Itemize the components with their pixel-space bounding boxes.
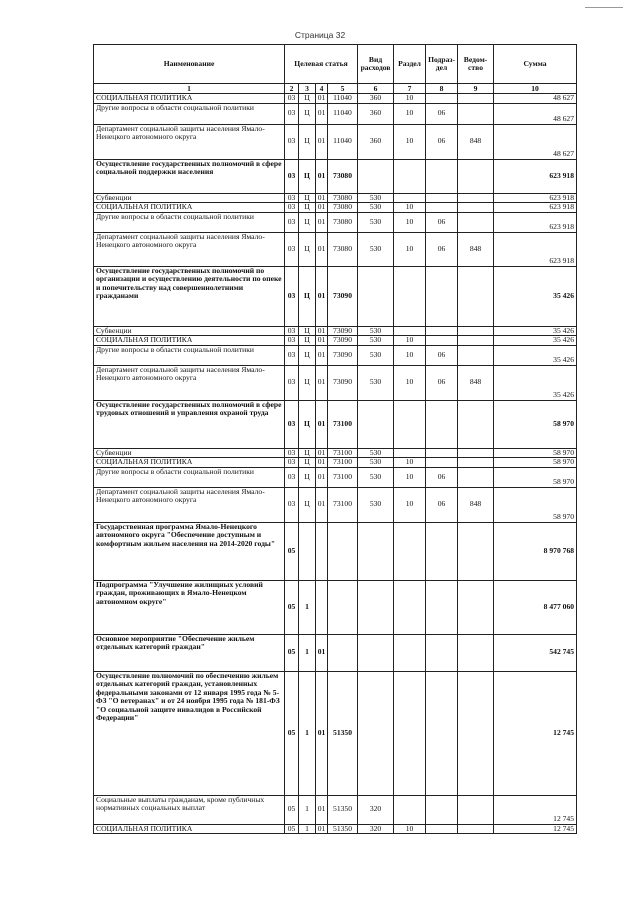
cell-razdel — [394, 580, 426, 634]
cell-razdel — [394, 193, 426, 203]
cell-c1: 03 — [285, 467, 299, 487]
cell-pod — [426, 580, 458, 634]
row-name: Основное мероприятие "Обеспечение жильем отдельных категорий граждан" — [94, 634, 285, 671]
row-sum: 48 627 — [494, 124, 577, 159]
cell-c3: 01 — [316, 232, 328, 266]
cell-ved: 848 — [458, 365, 494, 400]
cell-c4 — [328, 522, 358, 580]
cell-c3: 01 — [316, 487, 328, 522]
cell-c4: 73090 — [328, 336, 358, 346]
cell-razdel: 10 — [394, 94, 426, 104]
row-name: Осуществление государственных полномочий по организации и осуществлению деятельности по опеке и попечительству над совершеннолетними гражданами — [94, 266, 285, 326]
cell-c3: 01 — [316, 336, 328, 346]
cell-c4: 73090 — [328, 266, 358, 326]
cell-c1: 03 — [285, 326, 299, 336]
table-row — [94, 336, 577, 346]
cell-pod: 06 — [426, 103, 458, 124]
cell-pod: 06 — [426, 365, 458, 400]
cell-ved — [458, 336, 494, 346]
table-row — [94, 103, 577, 124]
cell-pod: 06 — [426, 124, 458, 159]
cell-c1: 05 — [285, 522, 299, 580]
cell-c3 — [316, 522, 328, 580]
cell-vid — [358, 266, 394, 326]
cell-c1: 03 — [285, 400, 299, 448]
cell-c2 — [299, 522, 316, 580]
cell-vid: 530 — [358, 336, 394, 346]
page-number: Страница 32 — [294, 30, 346, 40]
row-sum: 623 918 — [494, 203, 577, 213]
cell-pod — [426, 336, 458, 346]
row-name: СОЦИАЛЬНАЯ ПОЛИТИКА — [94, 94, 285, 104]
cell-c1: 05 — [285, 824, 299, 834]
row-sum: 12 745 — [494, 824, 577, 834]
cell-razdel — [394, 671, 426, 795]
cell-c2: Ц — [299, 103, 316, 124]
row-name: Субвенции — [94, 326, 285, 336]
cell-c2: Ц — [299, 326, 316, 336]
cell-ved — [458, 326, 494, 336]
cell-c1: 03 — [285, 94, 299, 104]
table-row — [94, 212, 577, 232]
col-num: 7 — [394, 84, 426, 94]
cell-c4: 73090 — [328, 365, 358, 400]
row-sum: 623 918 — [494, 159, 577, 193]
row-name: Государственная программа Ямало-Ненецкого автономного округа "Обеспечение доступным и комфортным жильем населения на 2014-2020 годы" — [94, 522, 285, 580]
cell-ved — [458, 400, 494, 448]
col-num: 2 — [285, 84, 299, 94]
cell-c2: 1 — [299, 795, 316, 824]
cell-razdel: 10 — [394, 203, 426, 213]
cell-razdel: 10 — [394, 345, 426, 365]
cell-c4: 73100 — [328, 448, 358, 458]
row-name: Субвенции — [94, 193, 285, 203]
cell-ved — [458, 94, 494, 104]
corner-rule — [585, 7, 623, 8]
cell-c2: Ц — [299, 124, 316, 159]
cell-pod — [426, 326, 458, 336]
cell-c4: 73090 — [328, 326, 358, 336]
row-sum: 35 426 — [494, 336, 577, 346]
cell-pod — [426, 522, 458, 580]
row-name: Другие вопросы в области социальной политики — [94, 103, 285, 124]
cell-c3: 01 — [316, 448, 328, 458]
cell-ved — [458, 824, 494, 834]
cell-c3: 01 — [316, 266, 328, 326]
row-sum: 58 970 — [494, 458, 577, 468]
cell-c3: 01 — [316, 458, 328, 468]
table-row — [94, 232, 577, 266]
row-name: Департамент социальной защиты населения Ямало-Ненецкого автономного округа — [94, 365, 285, 400]
cell-c1: 03 — [285, 159, 299, 193]
cell-c1: 03 — [285, 458, 299, 468]
row-sum: 35 426 — [494, 266, 577, 326]
cell-c1: 03 — [285, 232, 299, 266]
row-name: Осуществление государственных полномочий в сфере трудовых отношений и управления охраной труда — [94, 400, 285, 448]
header-vedomstvo: Ведом-ство — [458, 45, 494, 84]
cell-vid: 320 — [358, 795, 394, 824]
cell-c1: 03 — [285, 448, 299, 458]
cell-c2: Ц — [299, 232, 316, 266]
cell-vid: 530 — [358, 365, 394, 400]
cell-razdel — [394, 266, 426, 326]
cell-c4: 51350 — [328, 795, 358, 824]
cell-ved — [458, 522, 494, 580]
cell-vid: 530 — [358, 232, 394, 266]
col-num: 4 — [316, 84, 328, 94]
cell-vid: 360 — [358, 124, 394, 159]
cell-c4: 73100 — [328, 467, 358, 487]
row-sum: 12 745 — [494, 671, 577, 795]
cell-c1: 03 — [285, 203, 299, 213]
cell-c4: 73100 — [328, 400, 358, 448]
cell-c4: 11040 — [328, 124, 358, 159]
table-row — [94, 345, 577, 365]
header-row — [94, 45, 577, 84]
cell-c1: 03 — [285, 212, 299, 232]
cell-pod — [426, 159, 458, 193]
cell-c1: 03 — [285, 266, 299, 326]
cell-ved — [458, 580, 494, 634]
col-num: 5 — [328, 84, 358, 94]
cell-ved: 848 — [458, 232, 494, 266]
row-sum: 58 970 — [494, 467, 577, 487]
row-sum: 58 970 — [494, 448, 577, 458]
cell-ved — [458, 458, 494, 468]
col-num: 6 — [358, 84, 394, 94]
cell-c2: 1 — [299, 634, 316, 671]
row-sum: 623 918 — [494, 212, 577, 232]
cell-c4: 73080 — [328, 232, 358, 266]
cell-pod: 06 — [426, 467, 458, 487]
row-sum: 58 970 — [494, 487, 577, 522]
table-row — [94, 467, 577, 487]
cell-c2: Ц — [299, 345, 316, 365]
header-name: Наименование — [94, 45, 285, 84]
cell-c3: 01 — [316, 103, 328, 124]
table-row — [94, 365, 577, 400]
cell-pod — [426, 795, 458, 824]
cell-ved — [458, 193, 494, 203]
table-row — [94, 448, 577, 458]
cell-vid: 530 — [358, 458, 394, 468]
row-sum: 623 918 — [494, 232, 577, 266]
cell-c4: 51350 — [328, 824, 358, 834]
row-sum: 12 745 — [494, 795, 577, 824]
cell-c1: 03 — [285, 365, 299, 400]
table-row — [94, 203, 577, 213]
cell-c3: 01 — [316, 365, 328, 400]
row-name: Субвенции — [94, 448, 285, 458]
cell-c4: 73080 — [328, 212, 358, 232]
cell-c2: Ц — [299, 336, 316, 346]
table-row — [94, 326, 577, 336]
cell-c2: Ц — [299, 212, 316, 232]
cell-c2: 1 — [299, 671, 316, 795]
header-razdel: Раздел — [394, 45, 426, 84]
cell-razdel — [394, 400, 426, 448]
row-name: СОЦИАЛЬНАЯ ПОЛИТИКА — [94, 458, 285, 468]
table-row — [94, 580, 577, 634]
cell-c4: 73080 — [328, 159, 358, 193]
table-row — [94, 634, 577, 671]
table-row — [94, 124, 577, 159]
cell-c3: 01 — [316, 203, 328, 213]
cell-pod — [426, 193, 458, 203]
cell-pod — [426, 266, 458, 326]
table-row — [94, 400, 577, 448]
cell-ved — [458, 467, 494, 487]
cell-c1: 05 — [285, 671, 299, 795]
cell-razdel — [394, 159, 426, 193]
cell-vid: 320 — [358, 824, 394, 834]
cell-c4: 73090 — [328, 345, 358, 365]
header-target: Целевая статья — [285, 45, 358, 84]
cell-c3: 01 — [316, 824, 328, 834]
cell-vid: 360 — [358, 94, 394, 104]
cell-vid: 530 — [358, 345, 394, 365]
row-sum: 35 426 — [494, 365, 577, 400]
table-row — [94, 671, 577, 795]
cell-pod — [426, 448, 458, 458]
cell-c2: Ц — [299, 365, 316, 400]
table-row — [94, 94, 577, 104]
cell-c3: 01 — [316, 400, 328, 448]
cell-c2: Ц — [299, 487, 316, 522]
cell-vid — [358, 522, 394, 580]
cell-c3: 01 — [316, 671, 328, 795]
cell-ved: 848 — [458, 487, 494, 522]
cell-pod — [426, 671, 458, 795]
col-num: 9 — [458, 84, 494, 94]
cell-c4: 73100 — [328, 487, 358, 522]
cell-razdel — [394, 795, 426, 824]
cell-pod — [426, 400, 458, 448]
row-sum: 48 627 — [494, 94, 577, 104]
row-name: Департамент социальной защиты населения Ямало-Ненецкого автономного округа — [94, 124, 285, 159]
cell-razdel: 10 — [394, 824, 426, 834]
cell-pod — [426, 203, 458, 213]
table-row — [94, 159, 577, 193]
header-vid: Вид расходов — [358, 45, 394, 84]
table-row — [94, 487, 577, 522]
col-num: 1 — [94, 84, 285, 94]
cell-c4: 11040 — [328, 103, 358, 124]
cell-pod — [426, 458, 458, 468]
cell-vid — [358, 400, 394, 448]
cell-vid: 530 — [358, 487, 394, 522]
row-sum: 35 426 — [494, 345, 577, 365]
cell-vid: 530 — [358, 203, 394, 213]
cell-c4: 73080 — [328, 203, 358, 213]
row-name: Осуществление полномочий по обеспечению жильем отдельных категорий граждан, установленных федеральными законами от 12 января 1995 года № 5-ФЗ "О ветеранах" и от 24 ноября 1995 года № 181-ФЗ "О социальной защите инвалидов в Российской Федерации" — [94, 671, 285, 795]
row-sum: 58 970 — [494, 400, 577, 448]
cell-c4: 73100 — [328, 458, 358, 468]
cell-ved — [458, 203, 494, 213]
cell-ved — [458, 795, 494, 824]
row-name: СОЦИАЛЬНАЯ ПОЛИТИКА — [94, 336, 285, 346]
cell-vid: 530 — [358, 467, 394, 487]
cell-razdel: 10 — [394, 124, 426, 159]
cell-c1: 05 — [285, 634, 299, 671]
cell-vid: 360 — [358, 103, 394, 124]
cell-ved — [458, 212, 494, 232]
col-num: 3 — [299, 84, 316, 94]
cell-c3: 01 — [316, 795, 328, 824]
cell-c4 — [328, 634, 358, 671]
cell-c1: 03 — [285, 336, 299, 346]
cell-c2: Ц — [299, 266, 316, 326]
cell-c3: 01 — [316, 193, 328, 203]
table-row — [94, 266, 577, 326]
header-podrazdel: Подраз-дел — [426, 45, 458, 84]
cell-ved: 848 — [458, 124, 494, 159]
table-row — [94, 522, 577, 580]
cell-razdel: 10 — [394, 103, 426, 124]
row-sum: 35 426 — [494, 326, 577, 336]
row-sum: 48 627 — [494, 103, 577, 124]
cell-ved — [458, 671, 494, 795]
cell-vid — [358, 634, 394, 671]
cell-c1: 05 — [285, 580, 299, 634]
cell-c2: Ц — [299, 458, 316, 468]
cell-c4: 11040 — [328, 94, 358, 104]
cell-razdel: 10 — [394, 458, 426, 468]
header-summa: Сумма — [494, 45, 577, 84]
cell-vid — [358, 159, 394, 193]
row-sum: 542 745 — [494, 634, 577, 671]
cell-vid: 530 — [358, 326, 394, 336]
row-name: Департамент социальной защиты населения Ямало-Ненецкого автономного округа — [94, 232, 285, 266]
row-sum: 8 477 060 — [494, 580, 577, 634]
cell-c2: Ц — [299, 467, 316, 487]
cell-razdel: 10 — [394, 212, 426, 232]
cell-c1: 03 — [285, 103, 299, 124]
cell-c3: 01 — [316, 159, 328, 193]
cell-pod: 06 — [426, 232, 458, 266]
table-row — [94, 458, 577, 468]
cell-c2: Ц — [299, 203, 316, 213]
cell-c3 — [316, 580, 328, 634]
cell-razdel — [394, 326, 426, 336]
cell-c1: 03 — [285, 487, 299, 522]
row-name: Осуществление государственных полномочий в сфере социальной поддержки населения — [94, 159, 285, 193]
cell-vid — [358, 671, 394, 795]
cell-c3: 01 — [316, 467, 328, 487]
row-name: СОЦИАЛЬНАЯ ПОЛИТИКА — [94, 203, 285, 213]
cell-razdel: 10 — [394, 232, 426, 266]
cell-c2: Ц — [299, 400, 316, 448]
row-name: Другие вопросы в области социальной политики — [94, 467, 285, 487]
table-row — [94, 795, 577, 824]
cell-ved — [458, 103, 494, 124]
cell-razdel: 10 — [394, 365, 426, 400]
cell-c1: 03 — [285, 124, 299, 159]
budget-table — [93, 44, 577, 834]
cell-vid: 530 — [358, 212, 394, 232]
cell-c3: 01 — [316, 124, 328, 159]
cell-c2: 1 — [299, 580, 316, 634]
cell-pod: 06 — [426, 487, 458, 522]
cell-pod — [426, 634, 458, 671]
cell-vid: 530 — [358, 193, 394, 203]
cell-pod: 06 — [426, 345, 458, 365]
cell-ved — [458, 345, 494, 365]
row-sum: 8 970 768 — [494, 522, 577, 580]
row-name: СОЦИАЛЬНАЯ ПОЛИТИКА — [94, 824, 285, 834]
cell-ved — [458, 266, 494, 326]
cell-c1: 05 — [285, 795, 299, 824]
row-name: Социальные выплаты гражданам, кроме публичных нормативных социальных выплат — [94, 795, 285, 824]
cell-razdel — [394, 522, 426, 580]
row-name: Другие вопросы в области социальной политики — [94, 345, 285, 365]
cell-c3: 01 — [316, 94, 328, 104]
cell-ved — [458, 159, 494, 193]
cell-c4: 73080 — [328, 193, 358, 203]
cell-c4: 51350 — [328, 671, 358, 795]
cell-c3: 01 — [316, 345, 328, 365]
cell-c1: 03 — [285, 193, 299, 203]
cell-vid — [358, 580, 394, 634]
cell-razdel: 10 — [394, 487, 426, 522]
cell-pod: 06 — [426, 212, 458, 232]
cell-c1: 03 — [285, 345, 299, 365]
cell-vid: 530 — [358, 448, 394, 458]
row-name: Подпрограмма "Улучшение жилищных условий граждан, проживающих в Ямало-Ненецком автономном округе" — [94, 580, 285, 634]
row-sum: 623 918 — [494, 193, 577, 203]
cell-pod — [426, 824, 458, 834]
column-number-row — [94, 84, 577, 94]
cell-razdel: 10 — [394, 336, 426, 346]
col-num: 8 — [426, 84, 458, 94]
cell-c2: Ц — [299, 448, 316, 458]
cell-razdel: 10 — [394, 467, 426, 487]
cell-c4 — [328, 580, 358, 634]
cell-c3: 01 — [316, 326, 328, 336]
row-name: Другие вопросы в области социальной политики — [94, 212, 285, 232]
cell-c2: Ц — [299, 193, 316, 203]
cell-c3: 01 — [316, 634, 328, 671]
cell-razdel — [394, 448, 426, 458]
table-row — [94, 824, 577, 834]
table-row — [94, 193, 577, 203]
cell-ved — [458, 634, 494, 671]
cell-c2: Ц — [299, 94, 316, 104]
cell-pod — [426, 94, 458, 104]
row-name: Департамент социальной защиты населения Ямало-Ненецкого автономного округа — [94, 487, 285, 522]
col-num: 10 — [494, 84, 577, 94]
cell-c2: 1 — [299, 824, 316, 834]
cell-ved — [458, 448, 494, 458]
cell-c2: Ц — [299, 159, 316, 193]
cell-c3: 01 — [316, 212, 328, 232]
cell-razdel — [394, 634, 426, 671]
